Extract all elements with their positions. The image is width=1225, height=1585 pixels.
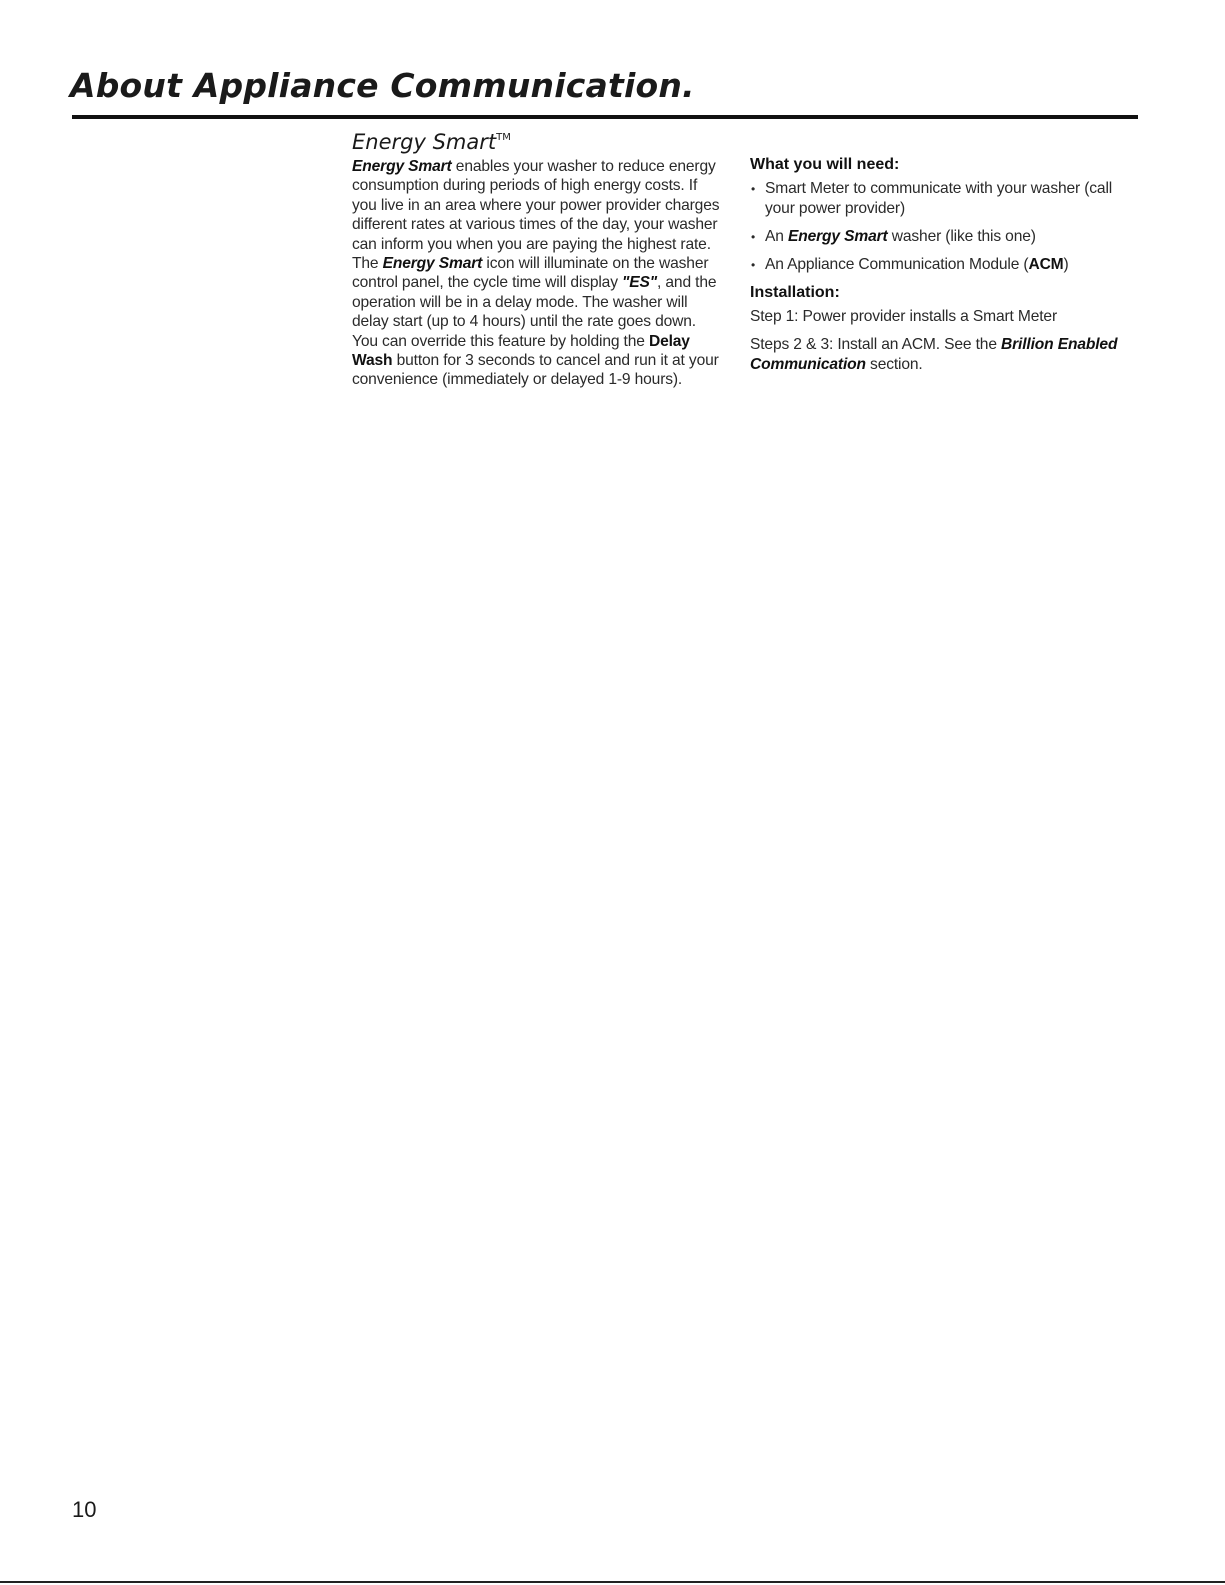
- brand-name: Energy Smart: [787, 228, 888, 245]
- bullet-icon: •: [751, 230, 756, 244]
- list-item: [750, 179, 1140, 219]
- page-title: About Appliance Communication.: [70, 66, 695, 105]
- delay-wash-button-name: Delay Wash: [352, 332, 690, 370]
- list-item-text: Smart Meter to communicate with your washer (call your power provider): [765, 180, 1113, 217]
- energy-smart-description: [352, 157, 724, 390]
- step-text: Steps 2 & 3: Install an ACM. See the: [750, 336, 1002, 353]
- description-text: button for 3 seconds to cancel and run it at your convenience (immediately or delayed 1-9 hours).: [352, 352, 719, 389]
- section-heading-text: Energy Smart: [352, 130, 497, 154]
- bullet-icon: •: [751, 182, 756, 196]
- brand-name: Energy Smart: [382, 255, 483, 273]
- installation-heading: Installation:: [750, 284, 840, 301]
- bottom-divider: [0, 1581, 1225, 1583]
- list-item: [750, 227, 1140, 247]
- section-reference: Brillion Enabled Communication: [750, 336, 1118, 373]
- description-text: enables your washer to reduce energy consumption during periods of high energy costs. If you live in an area where your power provider charges different rates at various times of the day, your washer can inform you when you are paying the highest rate. The: [352, 158, 720, 273]
- description-text: , and the operation will be in a delay mode. The washer will delay start (up to 4 hours) until the rate goes down. You can override this feature by holding the: [352, 274, 717, 350]
- needs-list: [750, 179, 1140, 275]
- installation-step-2: [750, 335, 1140, 375]
- step-text: section.: [865, 356, 923, 373]
- description-text: icon will illuminate on the washer control panel, the cycle time will display: [352, 255, 709, 292]
- trademark-mark: TM: [496, 132, 511, 143]
- section-heading: [352, 130, 724, 154]
- list-item-text: An: [765, 228, 788, 245]
- energy-smart-section: [352, 130, 724, 390]
- title-divider: [72, 115, 1138, 119]
- brand-name: Energy Smart: [352, 158, 452, 175]
- list-item: [750, 255, 1140, 275]
- acm-abbreviation: ACM: [1028, 256, 1064, 273]
- bullet-icon: •: [751, 258, 756, 272]
- requirements-section: [750, 155, 1140, 383]
- list-item-text: washer (like this one): [887, 228, 1036, 245]
- installation-step-1: Step 1: Power provider installs a Smart Meter: [750, 308, 1057, 325]
- es-display-code: "ES": [622, 274, 658, 292]
- page-number: 10: [72, 1497, 97, 1522]
- list-item-text: ): [1063, 256, 1069, 273]
- needs-heading: What you will need:: [750, 156, 900, 173]
- list-item-text: An Appliance Communication Module (: [765, 256, 1029, 273]
